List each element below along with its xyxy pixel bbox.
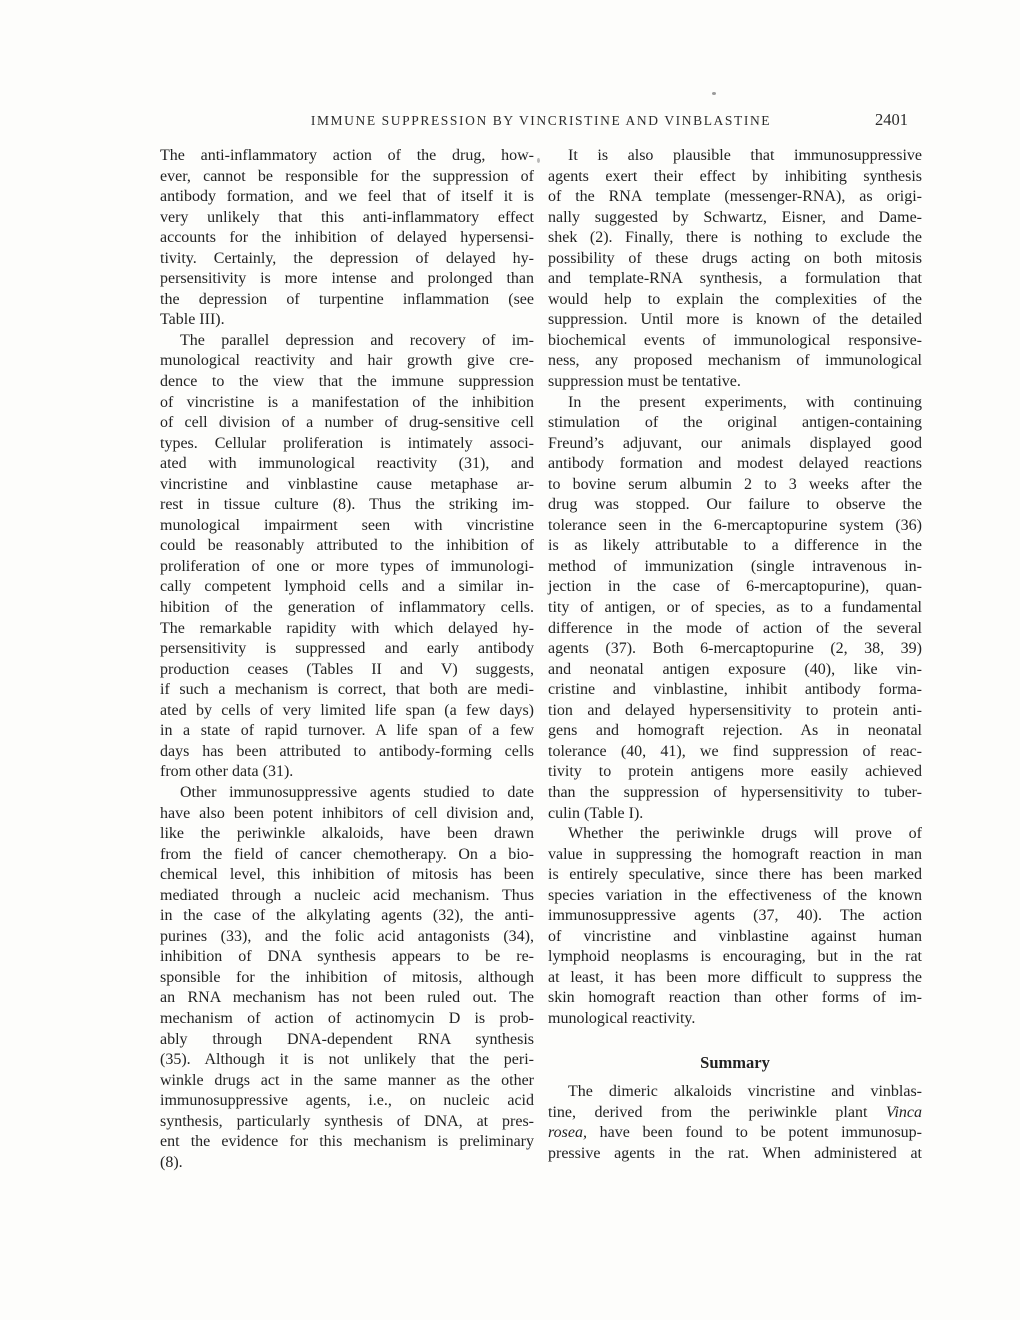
text-line: sponsible for the inhibition of mitosis, although [160,968,534,986]
text-line: tivity. Certainly, the depression of delayed hy- [160,249,534,267]
text-line: immunosuppressive agents, i.e., on nucleic acid [160,1092,534,1110]
text-line: synthesis, particularly synthesis of DNA, at pres- [160,1112,534,1130]
text-line: The anti-inflammatory action of the drug, how- [160,147,534,164]
text-line: Freund’s adjuvant, our animals displayed good [548,434,922,452]
running-title: IMMUNE SUPPRESSION BY VINCRISTINE AND VINBLASTINE [310,113,772,128]
text-line: tity of antigen, or of species, as to a fundamental [548,599,922,617]
text-line: winkle drugs act in the same manner as the other [160,1071,534,1089]
text-line: from other data (31). [160,763,294,781]
text-line: suppression. Until more is known of the detailed [548,311,922,329]
text-line: jection in the case of 6-mercaptopurine), quan- [548,578,922,596]
text-line: ever, cannot be responsible for the suppression of [160,167,534,185]
text-line: to bovine serum albumin 2 to 3 weeks after the [548,475,922,493]
text-line: could be reasonably attributed to the inhibition of [160,537,534,555]
text-line: days has been attributed to antibody-forming cells [160,742,534,760]
text-line: Table III). [160,311,225,329]
text-line: difference in the mode of action of the several [548,619,922,637]
text-line: possibility of these drugs acting on both mitosis [548,249,922,267]
text-line: of vincristine is a manifestation of the inhibition [160,393,534,411]
text-line [548,1123,922,1144]
text-line: like the periwinkle alkaloids, have been drawn [160,825,534,843]
text-line: species variation in the effectiveness of the known [548,886,922,904]
paragraph [160,331,534,783]
text-line: It is also plausible that immunosuppressive [568,147,922,164]
text-line: ent the evidence for this mechanism is preliminary [160,1133,534,1151]
text-line: method of immunization (single intravenous in- [548,557,922,575]
text-line: (8). [160,1153,183,1171]
text-line: from the field of cancer chemotherapy. On a bio- [160,845,534,863]
text-line: in the case of the alkylating agents (32), the anti- [160,907,534,925]
paragraph [160,146,534,331]
left-column [160,146,534,1173]
page-header [160,110,922,135]
text-line: pressive agents in the rat. When administered at [548,1144,922,1162]
text-line: shek (2). Finally, there is nothing to exclude the [548,229,922,247]
text-line: persensitivity is suppressed and early antibody [160,640,534,658]
text-line: if such a mechanism is correct, that both are medi- [160,681,534,699]
text-line: suppression must be tentative. [548,373,741,391]
text-line: and template-RNA synthesis, a formulation that [548,270,922,288]
paragraph [160,783,534,1173]
text-line: culin (Table I). [548,804,644,822]
text-line: inhibition of DNA synthesis appears to be re- [160,948,534,966]
text-line: vincristine and vinblastine cause metaphase ar- [160,475,534,493]
italic-text: rosea, [548,1124,587,1142]
text-line: rest in tissue culture (8). Thus the striking im- [160,496,534,514]
text-line: antibody formation and modest delayed reactions [548,455,922,473]
text-line: tivity to protein antigens more easily achieved [548,763,922,781]
text-line: proliferation of one or more types of immunologi- [160,557,534,575]
right-column [548,146,922,1173]
text-line: gens and homograft rejection. As in neonatal [548,722,922,740]
text-line: value in suppressing the homograft reaction in man [548,845,922,863]
text-line: very unlikely that this anti-inflammatory effect [160,208,534,226]
text-line: mechanism of action of actinomycin D is prob- [160,1009,534,1027]
text-line: persensitivity is more intense and prolonged than [160,270,534,288]
text-line: immunosuppressive agents (37, 40). The action [548,907,922,925]
text-line: In the present experiments, with continuing [568,393,922,411]
text-line: lymphoid neoplasms is encouraging, but in the rat [548,948,922,966]
page-number: 2401 [875,110,908,129]
text-line: have also been potent inhibitors of cell division and, [160,804,534,822]
text-line: munological reactivity. [548,1009,696,1027]
text-line: ated by cells of very limited life span (a few days) [160,701,534,719]
text-line: accounts for the inhibition of delayed hypersensi- [160,229,534,247]
text-line: nally suggested by Schwartz, Eisner, and Dame- [548,208,922,226]
text-line: would help to explain the complexities of the [548,290,922,308]
text-line: tolerance seen in the 6-mercaptopurine system (36) [548,516,922,534]
paragraph [548,146,922,393]
text-line: in a state of rapid turnover. A life span of a few [160,722,534,740]
text-line: tion and delayed hypersensitivity to protein anti- [548,701,922,719]
text: have been found to be potent immunosup- [586,1124,922,1142]
text-line: Other immunosuppressive agents studied to date [180,783,534,801]
text-line: skin homograft reaction than other forms of im- [548,989,922,1007]
text-line: is entirely speculative, since there has been marked [548,866,922,884]
scan-artifact [712,92,716,95]
text-line: stimulation of the original antigen-containing [548,414,922,432]
text-line: purines (33), and the folic acid antagonists (34), [160,927,534,945]
text-line: of vincristine and vinblastine against human [548,927,922,945]
text-line: types. Cellular proliferation is intimately associ- [160,434,534,452]
paragraph [548,393,922,824]
text-line: cally competent lymphoid cells and a similar in- [160,578,534,596]
text-line: The parallel depression and recovery of im- [180,331,534,349]
text-line: antibody formation, and we feel that of itself it is [160,188,534,206]
text-line: Whether the periwinkle drugs will prove of [568,825,922,843]
text-line: The dimeric alkaloids vincristine and vinblas- [568,1083,922,1101]
text-line: ably through DNA-dependent RNA synthesis [160,1030,534,1048]
article-body [160,146,922,1173]
text-line: munological impairment seen with vincristine [160,516,534,534]
text-line: dence to the view that the immune suppression [160,373,534,391]
italic-text: Vinca [885,1103,922,1121]
text-line: the depression of turpentine inflammation (see [160,290,534,308]
text-line: ated with immunological reactivity (31), and [160,455,534,473]
text-line: drug was stopped. Our failure to observe the [548,496,922,514]
text-line: of cell division of a number of drug-sensitive cell [160,414,534,432]
text-line: at least, it has been more difficult to suppress the [548,968,922,986]
text-line: biochemical events of immunological responsive- [548,331,922,349]
text-line [548,1103,922,1124]
text-line: mediated through a nucleic acid mechanism. Thus [160,886,534,904]
text-line: munological reactivity and hair growth give cre- [160,352,534,370]
text-line: tolerance (40, 41), we find suppression of reac- [548,742,922,760]
text-line: cristine and vinblastine, inhibit antibody forma- [548,681,922,699]
text-line: of the RNA template (messenger-RNA), as origi- [548,188,922,206]
section-heading: Summary [700,1052,770,1072]
text-line: than the suppression of hypersensitivity to tuber- [548,783,922,801]
text-line: production ceases (Tables II and V) suggests, [160,660,534,678]
text-line: is as likely attributable to a difference in the [548,537,922,555]
paragraph [548,824,922,1029]
paragraph [548,1082,922,1164]
text-line: The remarkable rapidity with which delayed hy- [160,619,534,637]
text-line: ness, any proposed mechanism of immunological [548,352,922,370]
text: tine, derived from the periwinkle plant [548,1103,886,1121]
text-line: hibition of the generation of inflammatory cells. [160,599,534,617]
text-line: agents (37). Both 6-mercaptopurine (2, 38, 39) [548,640,922,658]
text-line: (35). Although it is not unlikely that the peri- [160,1051,534,1069]
text-line: and neonatal antigen exposure (40), like vin- [548,660,922,678]
text-line: an RNA mechanism has not been ruled out. The [160,989,534,1007]
text-line: chemical level, this inhibition of mitosis has been [160,866,534,884]
text-line: agents exert their effect by inhibiting synthesis [548,167,922,185]
